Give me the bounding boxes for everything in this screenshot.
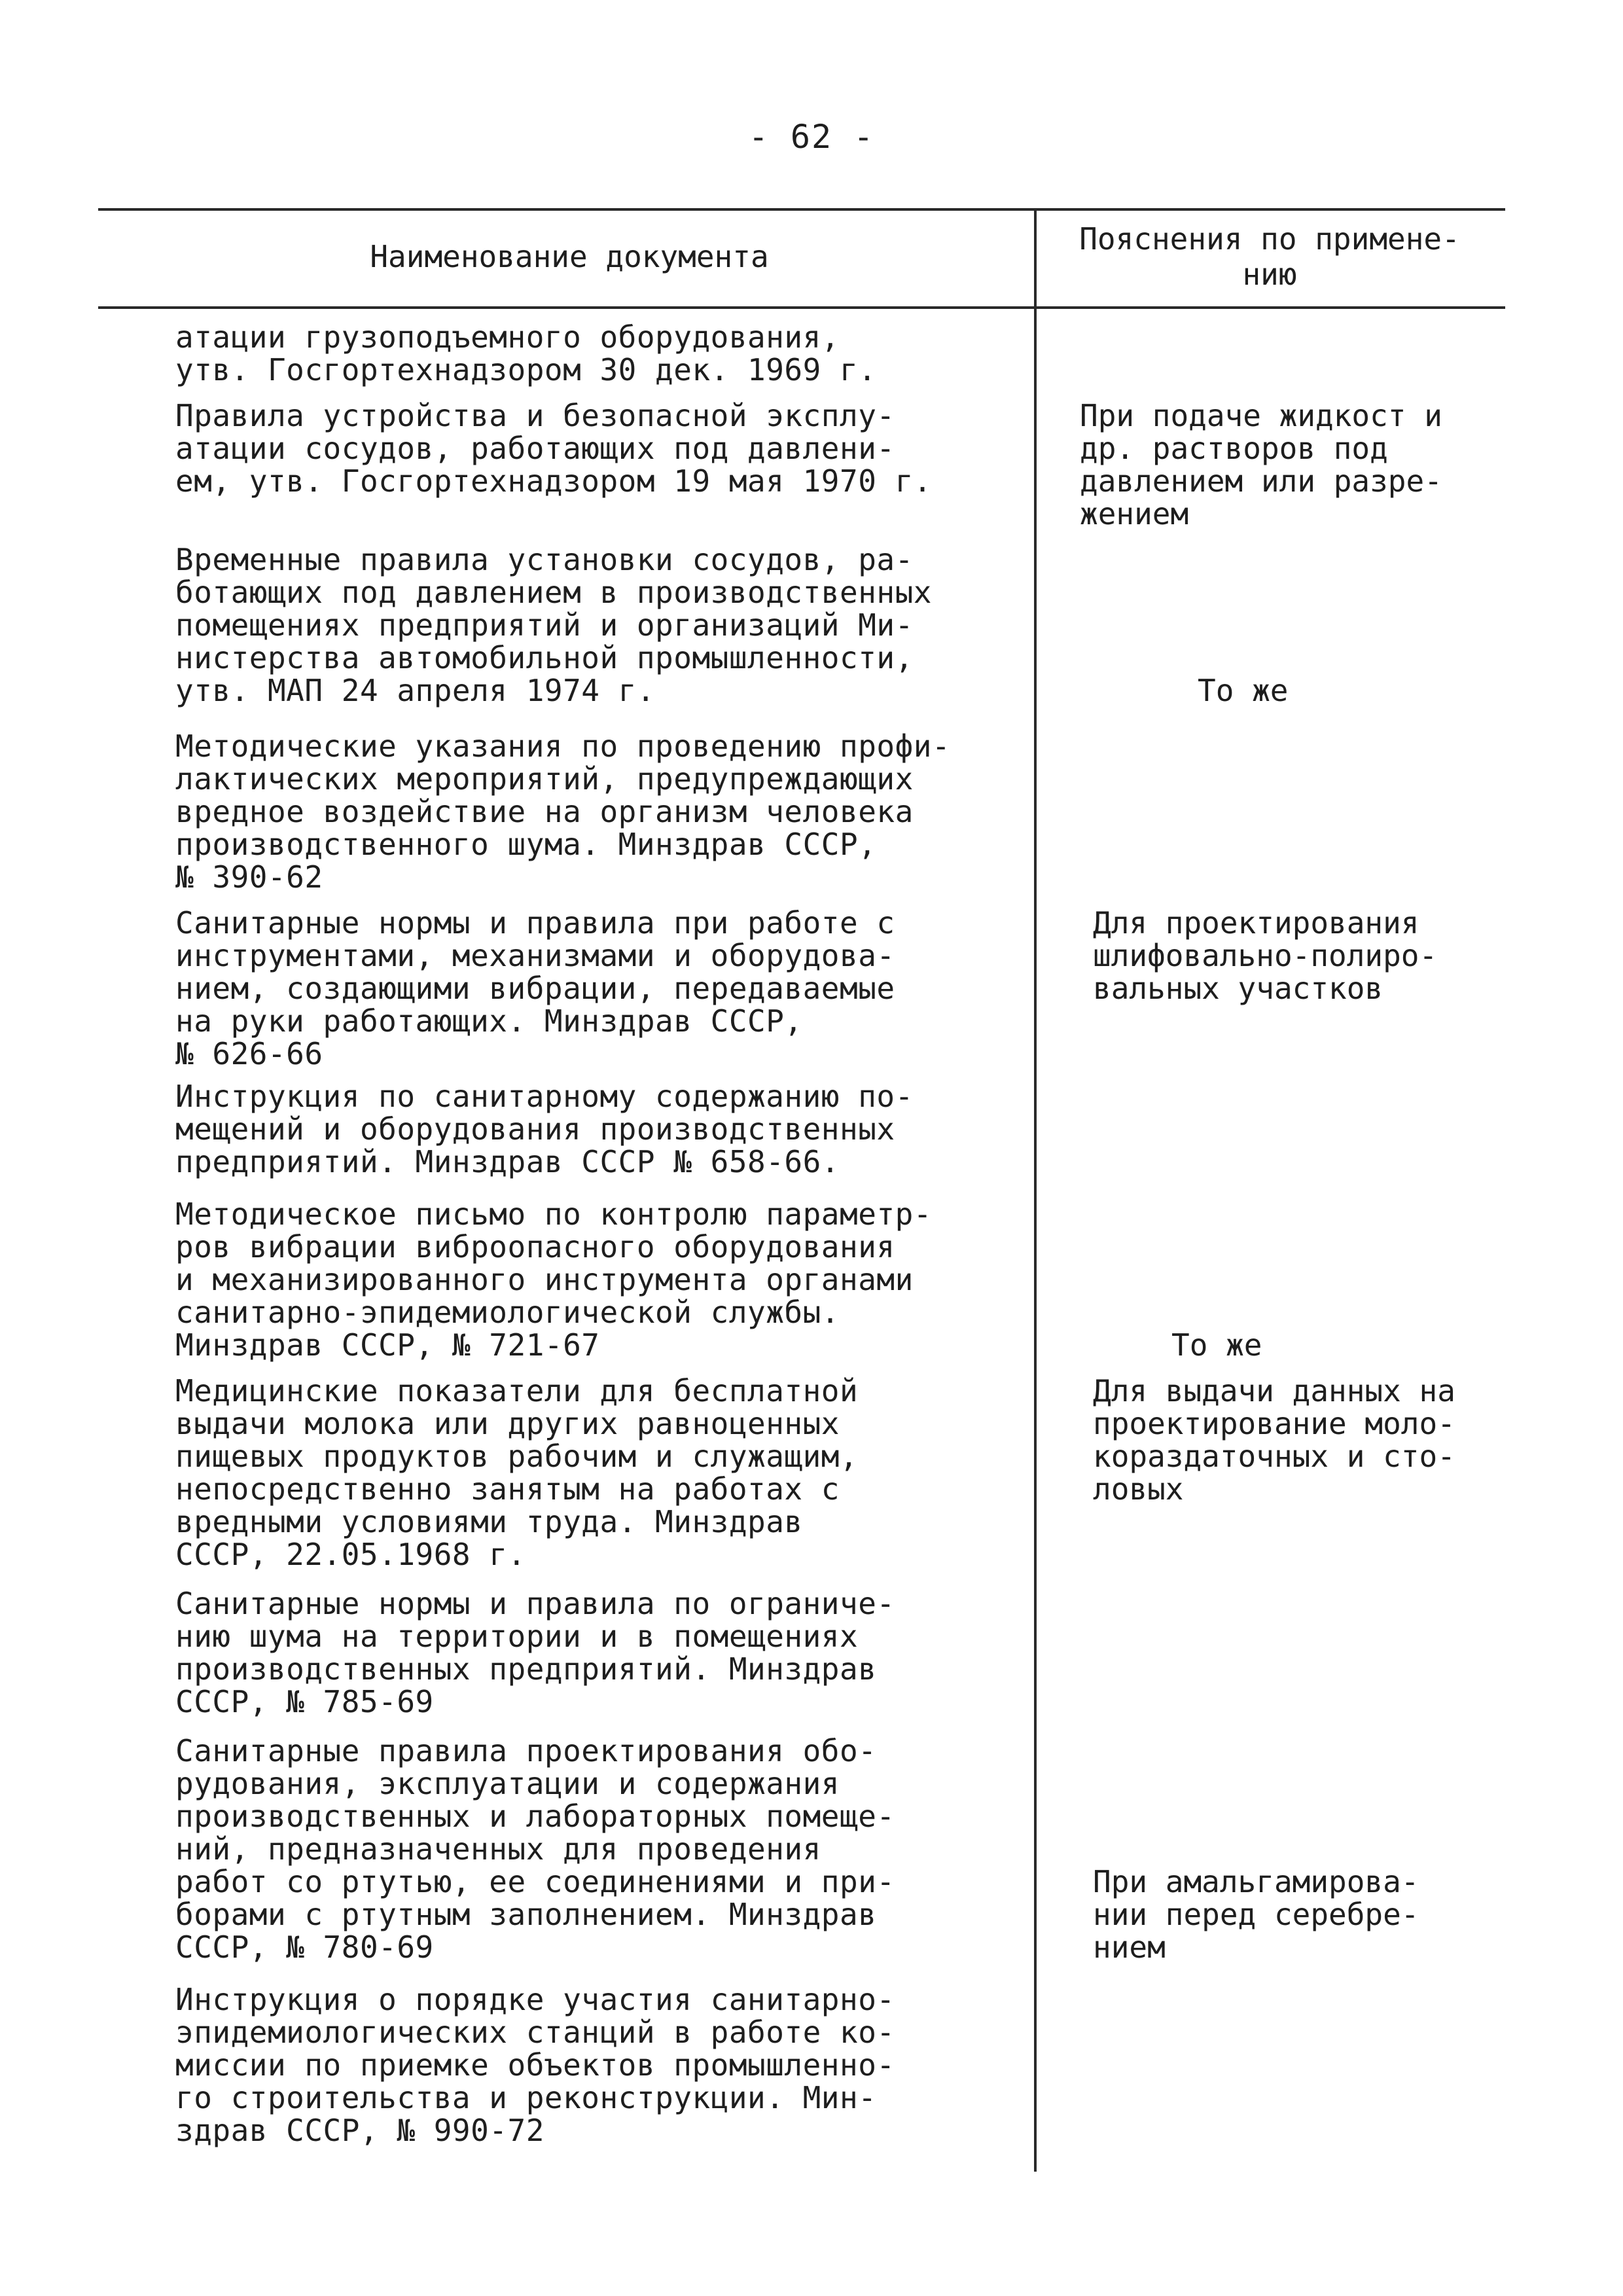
header-document-name: Наименование документа bbox=[370, 239, 769, 274]
document-line: работ со ртутью, ее соединениями и при- bbox=[175, 1864, 895, 1899]
document-line: Санитарные правила проектирования обо- bbox=[175, 1733, 877, 1768]
document-line: нистерства автомобильной промышленности, bbox=[175, 640, 914, 675]
note-line: кораздаточных и сто- bbox=[1093, 1439, 1455, 1474]
table-row bbox=[175, 1587, 1020, 1718]
document-line: Медицинские показатели для бесплатной bbox=[175, 1373, 859, 1408]
document-line: Санитарные нормы и правила по ограниче- bbox=[175, 1586, 895, 1621]
table-row bbox=[175, 1983, 1020, 2147]
document-line: помещениях предприятий и организаций Ми- bbox=[175, 607, 914, 643]
table-header-rule bbox=[98, 306, 1505, 309]
document-line: пищевых продуктов рабочим и служащим, bbox=[175, 1439, 859, 1474]
document-line: производственных и лабораторных помеще- bbox=[175, 1799, 895, 1834]
document-line: Инструкция о порядке участия санитарно- bbox=[175, 1982, 895, 2017]
column-divider bbox=[1034, 208, 1037, 2172]
document-line: вредными условиями труда. Минздрав bbox=[175, 1504, 803, 1539]
document-line: Методическое письмо по контролю параметр- bbox=[175, 1196, 932, 1232]
note-line: То же bbox=[1198, 673, 1289, 708]
note-line: давлением или разре- bbox=[1080, 463, 1442, 499]
table-row bbox=[175, 399, 1020, 497]
document-line: утв. Госгортехнадзором 30 дек. 1969 г. bbox=[175, 352, 877, 387]
document-line: Минздрав СССР, № 721-67 bbox=[175, 1327, 600, 1363]
note-line: проектирование моло- bbox=[1093, 1406, 1455, 1441]
document-line: № 390-62 bbox=[175, 859, 323, 895]
table-row bbox=[175, 543, 1020, 707]
note-line: ловых bbox=[1093, 1471, 1184, 1507]
table-row bbox=[175, 1198, 1020, 1361]
document-line: Временные правила установки сосудов, ра- bbox=[175, 542, 914, 577]
document-line: борами с ртутным заполнением. Минздрав bbox=[175, 1897, 877, 1932]
document-line: утв. МАП 24 апреля 1974 г. bbox=[175, 673, 656, 708]
document-line: здрав СССР, № 990-72 bbox=[175, 2113, 544, 2148]
document-line: вредное воздействие на организм человека bbox=[175, 794, 914, 829]
document-line: нием, создающими вибрации, передаваемые bbox=[175, 971, 895, 1006]
document-line: нию шума на территории и в помещениях bbox=[175, 1619, 859, 1654]
note-line: При подаче жидкост и bbox=[1080, 398, 1442, 433]
header-notes-line: Пояснения по примене- bbox=[1079, 221, 1460, 257]
row-note bbox=[1198, 674, 1616, 707]
document-line: непосредственно занятым на работах с bbox=[175, 1471, 840, 1507]
document-line: рудования, эксплуатации и содержания bbox=[175, 1766, 840, 1801]
table-row bbox=[175, 1374, 1020, 1571]
document-line: ров вибрации виброопасного оборудования bbox=[175, 1229, 895, 1265]
note-line: жением bbox=[1080, 496, 1189, 531]
document-line: атации грузоподъемного оборудования, bbox=[175, 319, 840, 355]
document-line: производственных предприятий. Минздрав bbox=[175, 1651, 877, 1687]
note-line: вальных участков bbox=[1093, 971, 1383, 1006]
document-line: ем, утв. Госгортехнадзором 19 мая 1970 г. bbox=[175, 463, 932, 499]
note-line: нием bbox=[1093, 1929, 1166, 1965]
note-line: шлифовально-полиро- bbox=[1093, 938, 1438, 973]
document-line: и механизированного инструмента органами bbox=[175, 1262, 914, 1297]
document-line: санитарно-эпидемиологической службы. bbox=[175, 1295, 840, 1330]
document-line: миссии по приемке объектов промышленно- bbox=[175, 2047, 895, 2083]
row-note bbox=[1093, 1374, 1512, 1505]
document-line: предприятий. Минздрав СССР № 658-66. bbox=[175, 1144, 840, 1179]
note-line: То же bbox=[1171, 1327, 1262, 1363]
document-line: Санитарные нормы и правила при работе с bbox=[175, 905, 895, 941]
document-line: на руки работающих. Минздрав СССР, bbox=[175, 1003, 803, 1039]
document-line: СССР, 22.05.1968 г. bbox=[175, 1537, 526, 1572]
note-line: При амальгамирова- bbox=[1093, 1864, 1419, 1899]
header-notes-line: нию bbox=[1242, 257, 1297, 292]
document-line: ботающих под давлением в производственных bbox=[175, 575, 932, 610]
page-number: - 62 - bbox=[748, 118, 875, 156]
table-row bbox=[175, 730, 1020, 893]
document-line: эпидемиологических станций в работе ко- bbox=[175, 2015, 895, 2050]
table-row bbox=[175, 906, 1020, 1070]
document-line: ний, предназначенных для проведения bbox=[175, 1831, 821, 1867]
document-line: атации сосудов, работающих под давлени- bbox=[175, 431, 895, 466]
header-notes bbox=[1044, 221, 1495, 292]
note-line: др. растворов под bbox=[1080, 431, 1388, 466]
note-line: Для проектирования bbox=[1093, 905, 1419, 941]
document-line: инструментами, механизмами и оборудова- bbox=[175, 938, 895, 973]
table-row bbox=[175, 1734, 1020, 1964]
document-line: мещений и оборудования производственных bbox=[175, 1111, 895, 1147]
document-line: го строительства и реконструкции. Мин- bbox=[175, 2080, 877, 2115]
note-line: нии перед серебре- bbox=[1093, 1897, 1419, 1932]
table-top-rule bbox=[98, 208, 1505, 211]
row-note bbox=[1093, 906, 1512, 1005]
document-line: Методические указания по проведению профи- bbox=[175, 728, 951, 764]
document-line: Правила устройства и безопасной эксплу- bbox=[175, 398, 895, 433]
note-line: Для выдачи данных на bbox=[1093, 1373, 1455, 1408]
document-line: Инструкция по санитарному содержанию по- bbox=[175, 1079, 914, 1114]
table-row bbox=[175, 321, 1020, 386]
table-row bbox=[175, 1080, 1020, 1178]
row-note bbox=[1093, 1865, 1512, 1964]
document-line: СССР, № 785-69 bbox=[175, 1684, 434, 1719]
row-note bbox=[1171, 1329, 1590, 1361]
document-line: СССР, № 780-69 bbox=[175, 1929, 434, 1965]
row-note bbox=[1080, 399, 1499, 530]
document-line: выдачи молока или других равноценных bbox=[175, 1406, 840, 1441]
document-line: лактических мероприятий, предупреждающих bbox=[175, 761, 914, 797]
document-line: № 626-66 bbox=[175, 1036, 323, 1071]
document-line: производственного шума. Минздрав СССР, bbox=[175, 827, 877, 862]
